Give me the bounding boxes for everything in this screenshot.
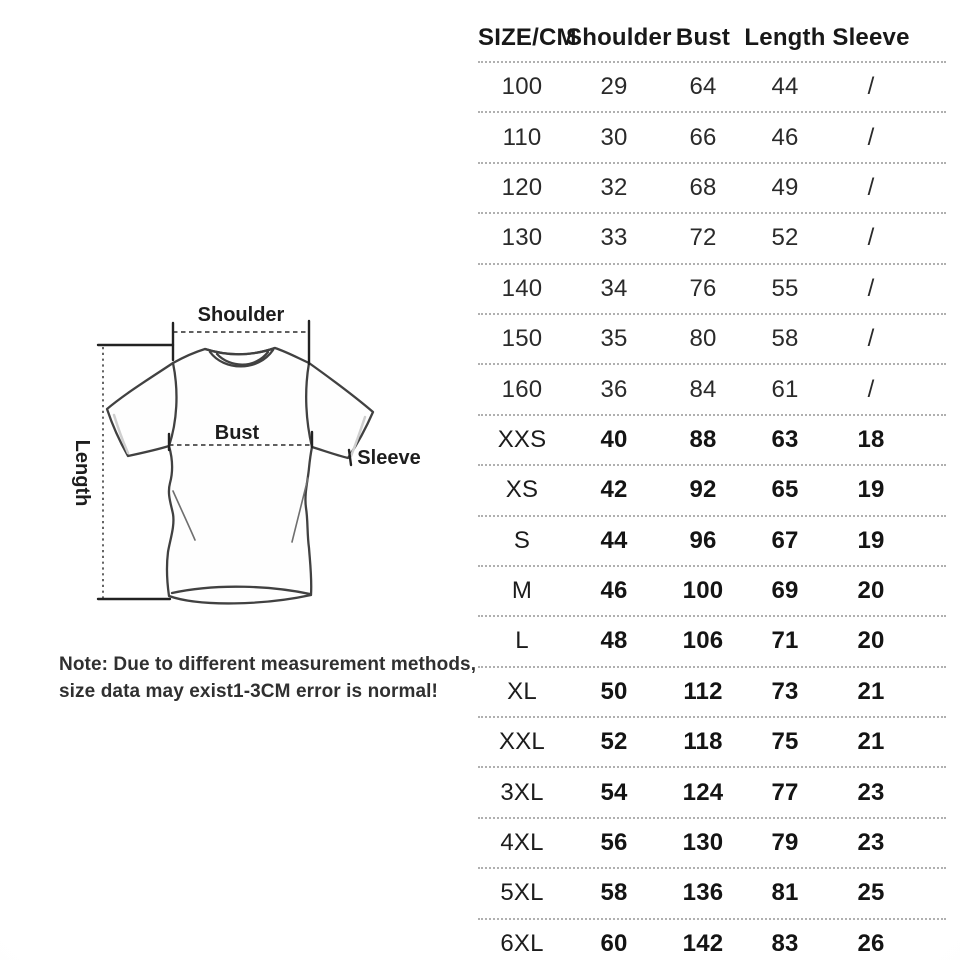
table-cell-bust: 66 [689, 123, 717, 151]
table-row [478, 668, 946, 718]
tshirt-measurement-diagram [40, 290, 460, 630]
table-cell-sleeve: 19 [857, 476, 885, 504]
table-cell-shoulder: 46 [600, 577, 628, 605]
table-cell-sleeve: 23 [857, 829, 885, 857]
table-cell-length: 71 [771, 627, 799, 655]
table-cell-bust: 142 [682, 929, 724, 957]
table-cell-length: 61 [771, 375, 799, 403]
table-cell-sleeve: 26 [857, 929, 885, 957]
table-row [478, 517, 946, 567]
header-cell-sleeve: Sleeve [832, 23, 910, 51]
table-cell-sleeve: / [867, 375, 875, 403]
table-cell-length: 77 [771, 778, 799, 806]
table-row [478, 768, 946, 818]
table-cell-sleeve: 21 [857, 677, 885, 705]
table-cell-length: 75 [771, 728, 799, 756]
table-cell-length: 83 [771, 929, 799, 957]
table-cell-size: XL [507, 677, 537, 705]
table-row [478, 869, 946, 919]
table-cell-bust: 64 [689, 73, 717, 101]
table-cell-bust: 68 [689, 173, 717, 201]
table-row [478, 265, 946, 315]
table-row [478, 819, 946, 869]
table-cell-size: XS [505, 476, 539, 504]
table-cell-length: 81 [771, 879, 799, 907]
table-cell-length: 65 [771, 476, 799, 504]
table-row [478, 466, 946, 516]
table-cell-size: 120 [501, 173, 543, 201]
table-cell-size: 150 [501, 325, 543, 353]
table-cell-shoulder: 60 [600, 929, 628, 957]
table-row [478, 63, 946, 113]
table-cell-size: 110 [502, 123, 542, 151]
table-cell-sleeve: 19 [857, 526, 885, 554]
table-cell-shoulder: 42 [600, 476, 628, 504]
header-cell-shoulder: Shoulder [566, 23, 672, 51]
table-cell-bust: 124 [682, 778, 724, 806]
table-cell-shoulder: 30 [600, 123, 628, 151]
sleeve-label: Sleeve [357, 447, 421, 469]
table-cell-shoulder: 58 [600, 879, 628, 907]
table-cell-sleeve: 21 [857, 728, 885, 756]
table-cell-shoulder: 32 [600, 173, 628, 201]
table-header-row [478, 14, 946, 63]
table-row [478, 718, 946, 768]
table-cell-size: 5XL [500, 879, 544, 907]
table-cell-shoulder: 50 [600, 677, 628, 705]
table-cell-shoulder: 40 [600, 425, 628, 453]
table-cell-sleeve: / [867, 123, 875, 151]
size-table [478, 14, 946, 960]
table-cell-length: 44 [771, 73, 799, 101]
table-cell-size: 4XL [500, 829, 544, 857]
table-cell-shoulder: 52 [600, 728, 628, 756]
table-cell-bust: 136 [682, 879, 724, 907]
table-row [478, 567, 946, 617]
table-cell-size: L [515, 627, 529, 655]
table-cell-shoulder: 35 [600, 325, 628, 353]
table-cell-length: 49 [771, 173, 799, 201]
table-cell-length: 55 [771, 274, 799, 302]
table-cell-size: XXL [499, 728, 545, 756]
table-row [478, 920, 946, 960]
table-row [478, 617, 946, 667]
table-cell-bust: 80 [689, 325, 717, 353]
table-cell-sleeve: / [867, 325, 875, 353]
note-line-1: Note: Due to different measurement methods, [59, 654, 477, 675]
table-cell-bust: 118 [683, 728, 723, 756]
tshirt-outline [107, 348, 373, 603]
note-line-2: size data may exist1-3CM error is normal! [59, 681, 438, 702]
table-cell-size: 3XL [500, 778, 544, 806]
header-cell-bust: Bust [675, 23, 731, 51]
table-cell-shoulder: 29 [600, 73, 628, 101]
bust-label: Bust [214, 422, 260, 444]
table-cell-sleeve: 18 [857, 425, 885, 453]
table-cell-bust: 72 [689, 224, 717, 252]
table-cell-length: 46 [771, 123, 799, 151]
table-cell-bust: 92 [689, 476, 717, 504]
table-cell-length: 69 [771, 577, 799, 605]
table-cell-size: S [513, 526, 531, 554]
table-row [478, 214, 946, 264]
table-cell-shoulder: 33 [600, 224, 628, 252]
table-cell-shoulder: 54 [600, 778, 628, 806]
table-cell-bust: 88 [689, 425, 717, 453]
table-cell-size: XXS [497, 425, 547, 453]
table-row [478, 113, 946, 163]
table-row [478, 365, 946, 415]
size-table-body [478, 63, 946, 960]
length-label: Length [71, 439, 93, 507]
table-row [478, 164, 946, 214]
table-cell-bust: 84 [689, 375, 717, 403]
table-cell-sleeve: / [867, 73, 875, 101]
table-cell-size: 100 [501, 73, 543, 101]
table-cell-size: 130 [501, 224, 543, 252]
shoulder-label: Shoulder [197, 304, 285, 326]
table-cell-bust: 130 [682, 829, 724, 857]
table-cell-length: 73 [771, 677, 799, 705]
table-cell-sleeve: 20 [857, 577, 885, 605]
table-cell-shoulder: 48 [600, 627, 628, 655]
table-cell-bust: 112 [683, 677, 723, 705]
measurement-note [59, 651, 476, 705]
table-cell-sleeve: 20 [857, 627, 885, 655]
table-cell-size: 140 [501, 274, 543, 302]
table-cell-size: M [511, 577, 533, 605]
table-cell-shoulder: 56 [600, 829, 628, 857]
table-row [478, 416, 946, 466]
table-cell-sleeve: / [867, 173, 875, 201]
table-cell-bust: 76 [689, 274, 717, 302]
table-cell-sleeve: / [867, 224, 875, 252]
table-cell-shoulder: 36 [600, 375, 628, 403]
table-cell-length: 67 [771, 526, 799, 554]
table-cell-length: 79 [771, 829, 799, 857]
table-cell-bust: 100 [682, 577, 724, 605]
table-row [478, 315, 946, 365]
table-cell-bust: 96 [689, 526, 717, 554]
table-cell-length: 52 [771, 224, 799, 252]
table-cell-shoulder: 34 [600, 274, 628, 302]
header-cell-size: SIZE/CM [478, 23, 577, 51]
table-cell-sleeve: 23 [857, 778, 885, 806]
table-cell-shoulder: 44 [600, 526, 628, 554]
table-cell-bust: 106 [682, 627, 724, 655]
table-cell-sleeve: / [867, 274, 875, 302]
table-cell-size: 6XL [500, 929, 544, 957]
table-cell-sleeve: 25 [857, 879, 885, 907]
header-cell-length: Length [744, 23, 826, 51]
table-cell-length: 63 [771, 425, 799, 453]
table-cell-size: 160 [501, 375, 543, 403]
table-cell-length: 58 [771, 325, 799, 353]
